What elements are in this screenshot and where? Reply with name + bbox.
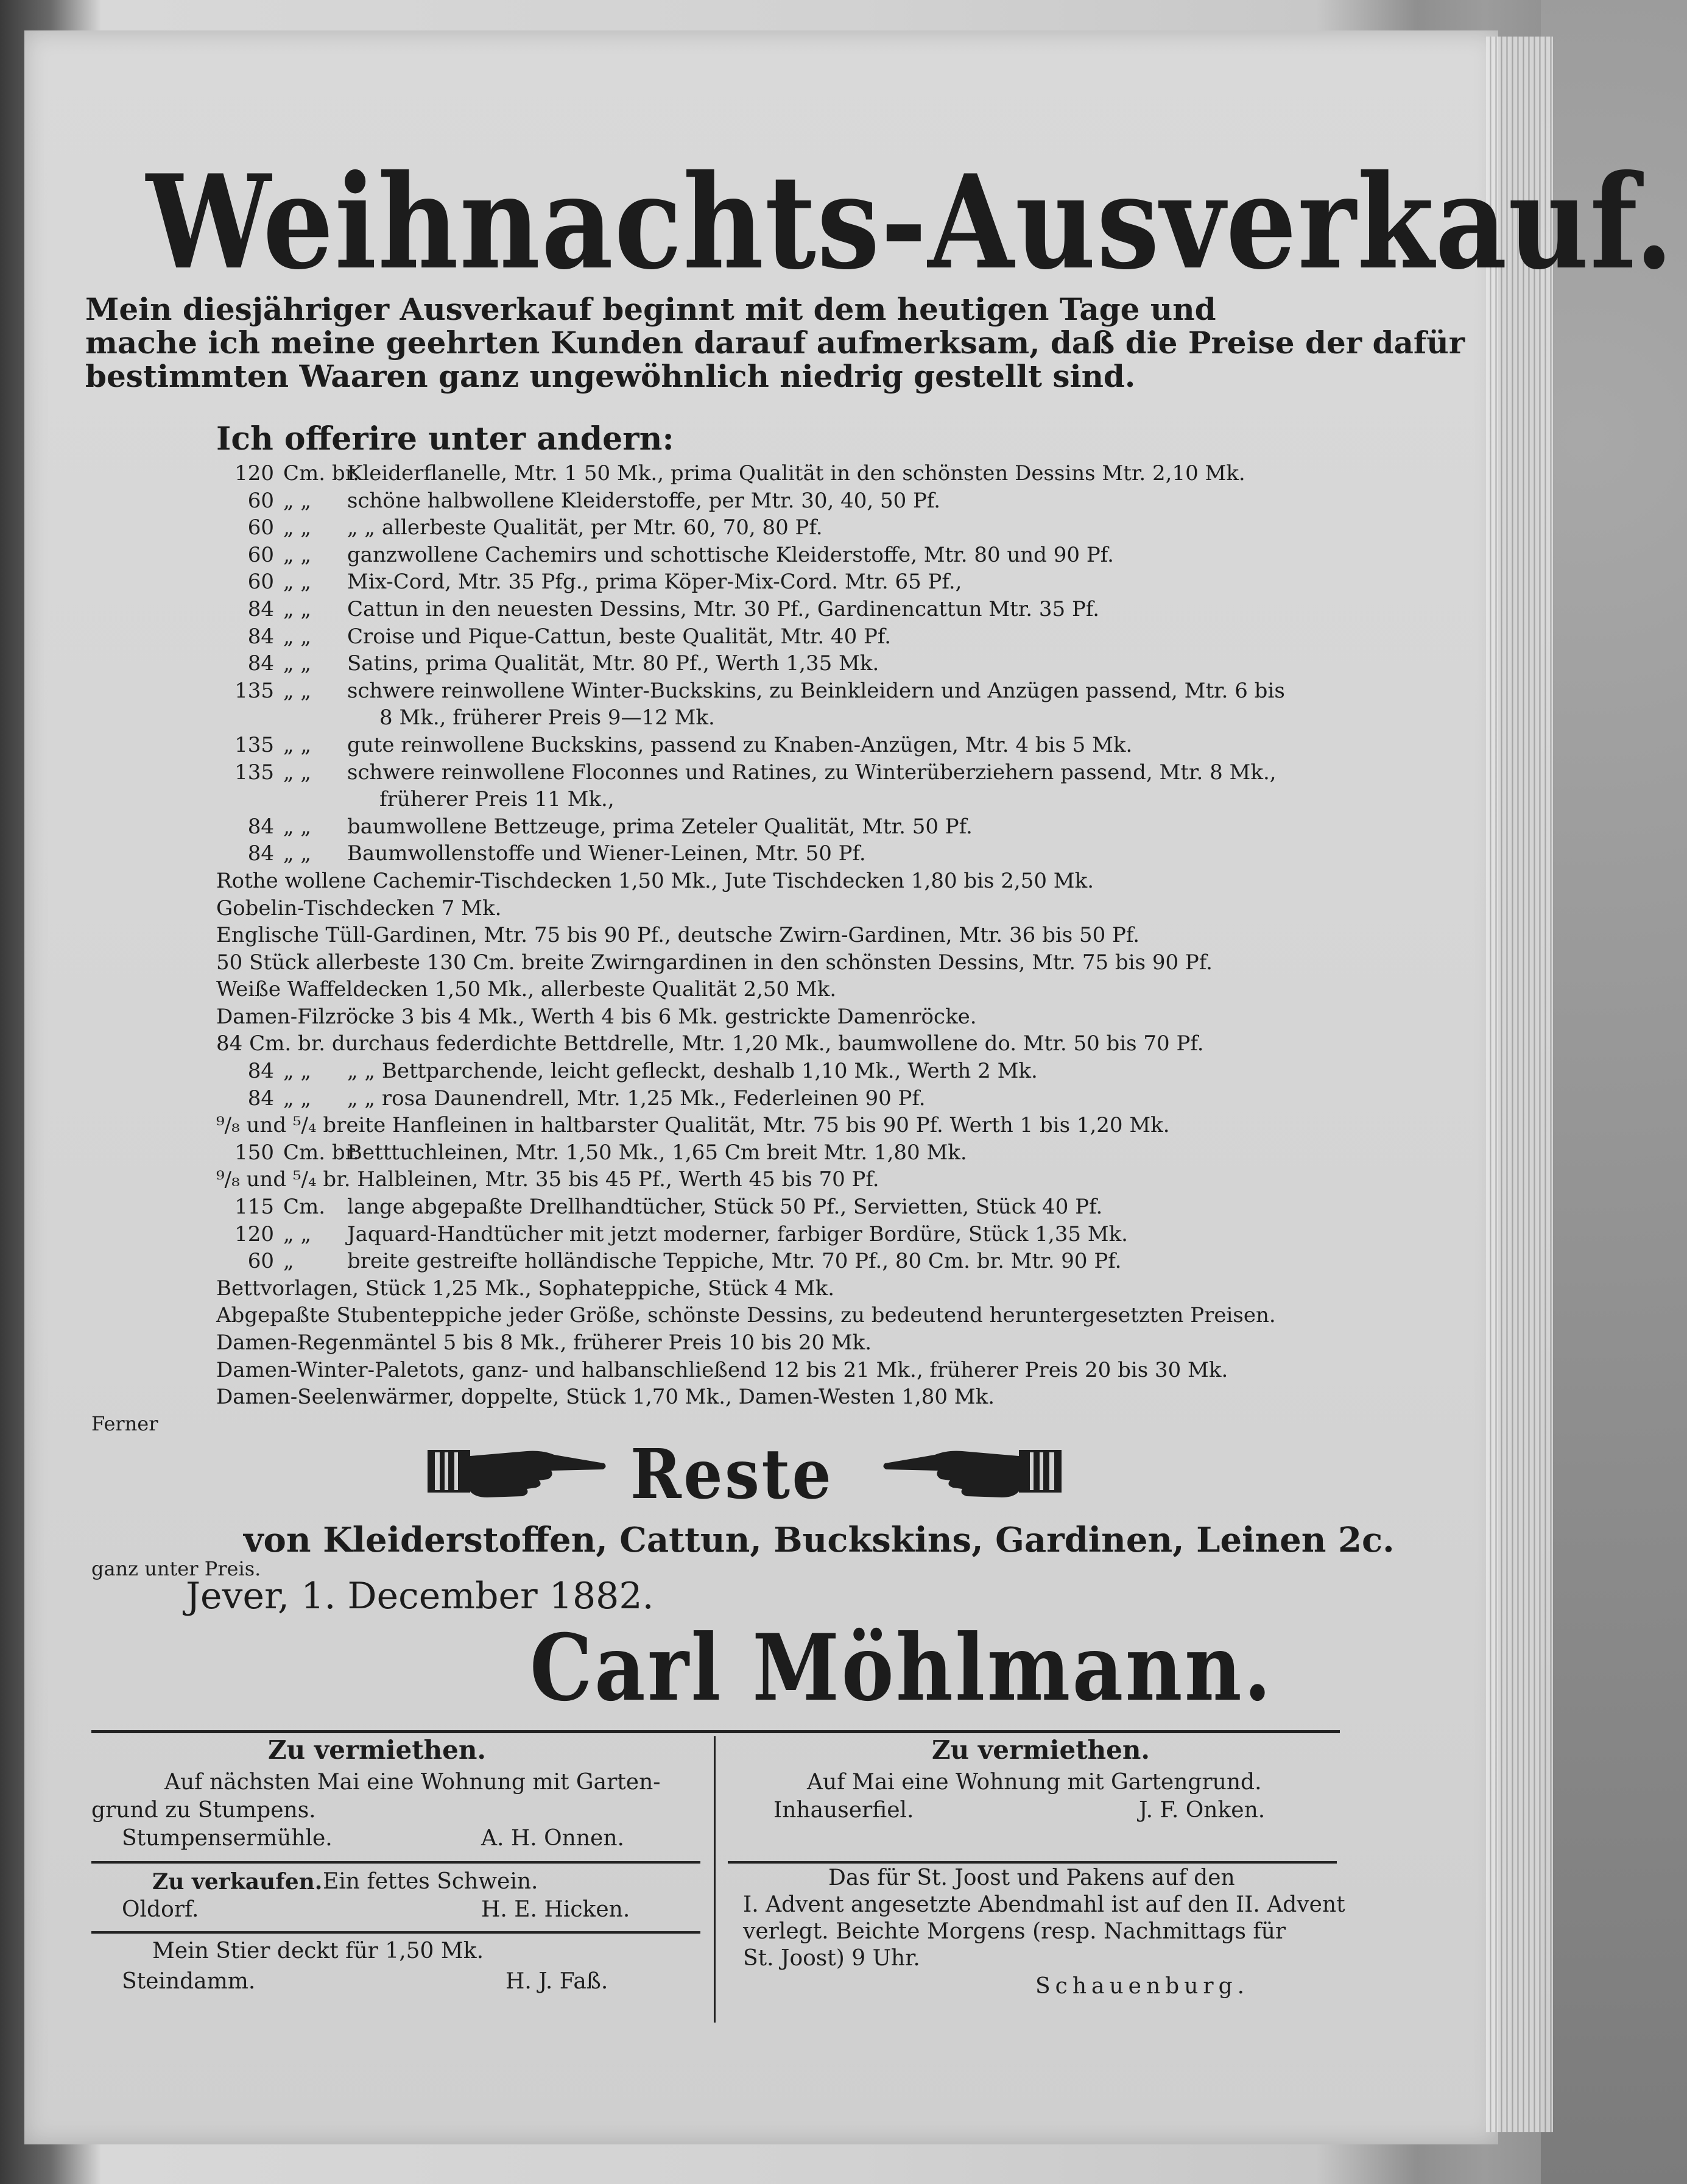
ad2-name: H. E. Hicken.	[481, 1897, 630, 1922]
row-description: Rothe wollene Cachemir-Tischdecken 1,50 Mk., Jute Tischdecken 1,80 bis 2,50 Mk.	[216, 868, 1094, 893]
price-row	[216, 1112, 1355, 1139]
row-unit: „ „	[283, 651, 312, 676]
ad1-line: Auf nächsten Mai eine Wohnung mit Garten-	[164, 1770, 661, 1795]
ad5-name: Schauenburg.	[1035, 1974, 1250, 1999]
price-row	[216, 1248, 1355, 1275]
price-row	[216, 1302, 1355, 1329]
row-description: 8 Mk., früherer Preis 9—12 Mk.	[379, 705, 715, 730]
row-description: breite gestreifte holländische Teppiche, Mtr. 70 Pf., 80 Cm. br. Mtr. 90 Pf.	[347, 1249, 1122, 1274]
row-unit: „ „	[283, 1059, 312, 1084]
row-description: Satins, prima Qualität, Mtr. 80 Pf., Werth 1,35 Mk.	[347, 651, 879, 676]
price-row	[216, 976, 1355, 1003]
row-description: früherer Preis 11 Mk.,	[379, 787, 615, 812]
ad-separator	[728, 1861, 1337, 1864]
intro-line: mache ich meine geehrten Kunden darauf aufmerksam, daß die Preise der dafür	[85, 325, 1465, 361]
column-divider	[714, 1736, 716, 2023]
ad2-lead: Zu verkaufen.	[152, 1869, 323, 1895]
price-row	[216, 514, 1355, 542]
pointing-hand-left-icon	[880, 1439, 1063, 1506]
row-description: „ „ allerbeste Qualität, per Mtr. 60, 70, 80 Pf.	[347, 515, 823, 540]
price-row	[216, 568, 1355, 596]
ganz-unter-preis: ganz unter Preis.	[91, 1557, 261, 1580]
row-description: ⁹/₈ und ⁵/₄ breite Hanfleinen in haltbarster Qualität, Mtr. 75 bis 90 Pf. Werth 1 bis 1,20 Mk.	[216, 1113, 1170, 1138]
row-width: 60	[247, 542, 274, 567]
ad1-place: Stumpensermühle.	[122, 1826, 333, 1851]
row-width: 84	[247, 624, 274, 649]
row-width: 150	[234, 1140, 274, 1165]
row-unit: „ „	[283, 814, 312, 839]
price-row	[216, 460, 1355, 487]
price-row	[216, 949, 1355, 977]
price-row	[216, 677, 1355, 705]
price-row	[216, 1193, 1355, 1221]
section-rule	[91, 1730, 1340, 1733]
dateline: Jever, 1. December 1882.	[186, 1575, 654, 1617]
row-description: Englische Tüll-Gardinen, Mtr. 75 bis 90 Pf., deutsche Zwirn-Gardinen, Mtr. 36 bis 50 Pf.	[216, 923, 1140, 948]
ad1-name: A. H. Onnen.	[481, 1826, 624, 1851]
row-description: Damen-Regenmäntel 5 bis 8 Mk., früherer Preis 10 bis 20 Mk.	[216, 1331, 872, 1355]
ad4-line: Auf Mai eine Wohnung mit Gartengrund.	[807, 1770, 1262, 1795]
row-description: „ „ rosa Daunendrell, Mtr. 1,25 Mk., Federleinen 90 Pf.	[347, 1086, 926, 1111]
row-unit: „ „	[283, 1086, 312, 1111]
row-description: „ „ Bettparchende, leicht gefleckt, deshalb 1,10 Mk., Werth 2 Mk.	[347, 1059, 1038, 1084]
row-description: 84 Cm. br. durchaus federdichte Bettdrelle, Mtr. 1,20 Mk., baumwollene do. Mtr. 50 bis 70 Pf.	[216, 1031, 1204, 1056]
row-width: 135	[234, 760, 274, 785]
ad4-place: Inhauserfiel.	[773, 1798, 914, 1823]
row-unit: „ „	[283, 596, 312, 621]
price-row	[216, 623, 1355, 651]
price-row	[216, 759, 1355, 786]
row-description: Abgepaßte Stubenteppiche jeder Größe, schönste Dessins, zu bedeutend heruntergesetzten Preisen.	[216, 1303, 1276, 1328]
pointing-hand-right-icon	[426, 1439, 609, 1506]
ad3-name: H. J. Faß.	[505, 1969, 608, 1994]
row-unit: „ „	[283, 488, 312, 513]
row-width: 60	[247, 1249, 274, 1274]
price-row	[216, 786, 1355, 813]
row-description: Gobelin-Tischdecken 7 Mk.	[216, 896, 502, 921]
price-row	[216, 1357, 1355, 1384]
row-width: 135	[234, 732, 274, 757]
ad-separator	[91, 1861, 700, 1864]
row-unit: Cm. br.	[283, 461, 359, 486]
row-unit: „ „	[283, 515, 312, 540]
book-cover-edge	[1541, 0, 1687, 2184]
row-unit: „ „	[283, 732, 312, 757]
price-row	[216, 732, 1355, 759]
price-row	[216, 1085, 1355, 1112]
row-width: 120	[234, 461, 274, 486]
row-description: Kleiderflanelle, Mtr. 1 50 Mk., prima Qualität in den schönsten Dessins Mtr. 2,10 Mk.	[347, 461, 1245, 486]
price-row	[216, 1003, 1355, 1031]
reste-subtitle: von Kleiderstoffen, Cattun, Buckskins, Gardinen, Leinen 2c.	[244, 1520, 1395, 1560]
row-unit: „ „	[283, 760, 312, 785]
ad2-place: Oldorf.	[122, 1897, 199, 1922]
price-row	[216, 1221, 1355, 1248]
row-width: 60	[247, 570, 274, 595]
price-row	[216, 650, 1355, 677]
row-description: ganzwollene Cachemirs und schottische Kleiderstoffe, Mtr. 80 und 90 Pf.	[347, 542, 1114, 567]
page-stack-edge	[1486, 37, 1553, 2132]
price-row	[216, 813, 1355, 841]
price-row	[216, 895, 1355, 922]
row-width: 60	[247, 515, 274, 540]
row-unit: Cm. br.	[283, 1140, 359, 1165]
row-unit: „ „	[283, 624, 312, 649]
row-unit: Cm.	[283, 1195, 326, 1220]
ad3-text: Mein Stier deckt für 1,50 Mk.	[152, 1938, 484, 1963]
row-description: ⁹/₈ und ⁵/₄ br. Halbleinen, Mtr. 35 bis 45 Pf., Werth 45 bis 70 Pf.	[216, 1167, 879, 1192]
price-row	[216, 840, 1355, 868]
row-width: 84	[247, 651, 274, 676]
row-description: Cattun in den neuesten Dessins, Mtr. 30 Pf., Gardinencattun Mtr. 35 Pf.	[347, 596, 1100, 621]
offer-heading: Ich offerire unter andern:	[216, 420, 674, 458]
price-row	[216, 704, 1355, 732]
ad1-line: grund zu Stumpens.	[91, 1798, 316, 1823]
row-width: 84	[247, 596, 274, 621]
row-description: Jaquard-Handtücher mit jetzt moderner, farbiger Bordüre, Stück 1,35 Mk.	[347, 1221, 1128, 1246]
price-row	[216, 596, 1355, 623]
row-description: Betttuchleinen, Mtr. 1,50 Mk., 1,65 Cm breit Mtr. 1,80 Mk.	[347, 1140, 967, 1165]
row-description: baumwollene Bettzeuge, prima Zeteler Qualität, Mtr. 50 Pf.	[347, 814, 973, 839]
price-row	[216, 1166, 1355, 1193]
merchant-signature: Carl Möhlmann.	[530, 1614, 1273, 1722]
row-width: 84	[247, 841, 274, 866]
ad-separator	[91, 1931, 700, 1934]
price-row	[216, 1139, 1355, 1167]
row-width: 115	[234, 1195, 274, 1220]
row-description: schöne halbwollene Kleiderstoffe, per Mtr. 30, 40, 50 Pf.	[347, 488, 941, 513]
ad2-text: Ein fettes Schwein.	[323, 1869, 538, 1894]
price-row	[216, 542, 1355, 569]
row-description: Damen-Winter-Paletots, ganz- und halbanschließend 12 bis 21 Mk., früherer Preis 20 bis 30 Mk.	[216, 1357, 1228, 1382]
row-description: Mix-Cord, Mtr. 35 Pfg., prima Köper-Mix-Cord. Mtr. 65 Pf.,	[347, 570, 962, 595]
ad3-place: Steindamm.	[122, 1969, 256, 1994]
row-description: Baumwollenstoffe und Wiener-Leinen, Mtr. 50 Pf.	[347, 841, 866, 866]
row-unit: „ „	[283, 841, 312, 866]
row-width: 84	[247, 1086, 274, 1111]
row-unit: „ „	[283, 1221, 312, 1246]
ad5-line: verlegt. Beichte Morgens (resp. Nachmittags für	[743, 1919, 1286, 1944]
price-row	[216, 1058, 1355, 1085]
row-unit: „ „	[283, 678, 312, 703]
ad1-title: Zu vermiethen.	[268, 1735, 487, 1765]
price-row	[216, 487, 1355, 515]
price-row	[216, 868, 1355, 895]
reste-heading: Reste	[630, 1435, 834, 1514]
row-width: 84	[247, 1059, 274, 1084]
row-width: 120	[234, 1221, 274, 1246]
row-unit: „ „	[283, 570, 312, 595]
price-row	[216, 1329, 1355, 1357]
ad4-title: Zu vermiethen.	[932, 1735, 1150, 1765]
row-description: Damen-Filzröcke 3 bis 4 Mk., Werth 4 bis 6 Mk. gestrickte Damenröcke.	[216, 1004, 977, 1029]
ad-heading: Weihnachts-Ausverkauf.	[146, 146, 1675, 298]
intro-line: Mein diesjähriger Ausverkauf beginnt mit dem heutigen Tage und	[85, 291, 1216, 327]
row-description: lange abgepaßte Drellhandtücher, Stück 50 Pf., Servietten, Stück 40 Pf.	[347, 1195, 1103, 1220]
ad5-line: St. Joost) 9 Uhr.	[743, 1946, 920, 1971]
price-list	[216, 460, 1355, 1411]
price-row	[216, 1030, 1355, 1058]
row-description: Damen-Seelenwärmer, doppelte, Stück 1,70 Mk., Damen-Westen 1,80 Mk.	[216, 1385, 995, 1410]
row-description: gute reinwollene Buckskins, passend zu Knaben-Anzügen, Mtr. 4 bis 5 Mk.	[347, 732, 1133, 757]
row-description: Bettvorlagen, Stück 1,25 Mk., Sophateppiche, Stück 4 Mk.	[216, 1276, 835, 1301]
row-width: 135	[234, 678, 274, 703]
intro-line: bestimmten Waaren ganz ungewöhnlich niedrig gestellt sind.	[85, 358, 1136, 394]
row-description: Weiße Waffeldecken 1,50 Mk., allerbeste Qualität 2,50 Mk.	[216, 977, 837, 1002]
price-row	[216, 1384, 1355, 1411]
row-description: Croise und Pique-Cattun, beste Qualität, Mtr. 40 Pf.	[347, 624, 892, 649]
intro-paragraph	[85, 291, 1465, 394]
price-row	[216, 922, 1355, 949]
row-unit: „ „	[283, 542, 312, 567]
price-row	[216, 1275, 1355, 1302]
row-description: 50 Stück allerbeste 130 Cm. breite Zwirngardinen in den schönsten Dessins, Mtr. 75 bis 90 Pf.	[216, 950, 1213, 975]
row-description: schwere reinwollene Winter-Buckskins, zu Beinkleidern und Anzügen passend, Mtr. 6 bis	[347, 678, 1285, 703]
ferner-label: Ferner	[91, 1412, 158, 1435]
ad4-name: J. F. Onken.	[1139, 1798, 1266, 1823]
row-width: 60	[247, 488, 274, 513]
row-width: 84	[247, 814, 274, 839]
ad5-line: Das für St. Joost und Pakens auf den	[828, 1865, 1235, 1890]
row-unit: „	[283, 1249, 294, 1274]
row-description: schwere reinwollene Floconnes und Ratines, zu Winterüberziehern passend, Mtr. 8 Mk.,	[347, 760, 1277, 785]
ad5-line: I. Advent angesetzte Abendmahl ist auf den II. Advent	[743, 1892, 1345, 1917]
